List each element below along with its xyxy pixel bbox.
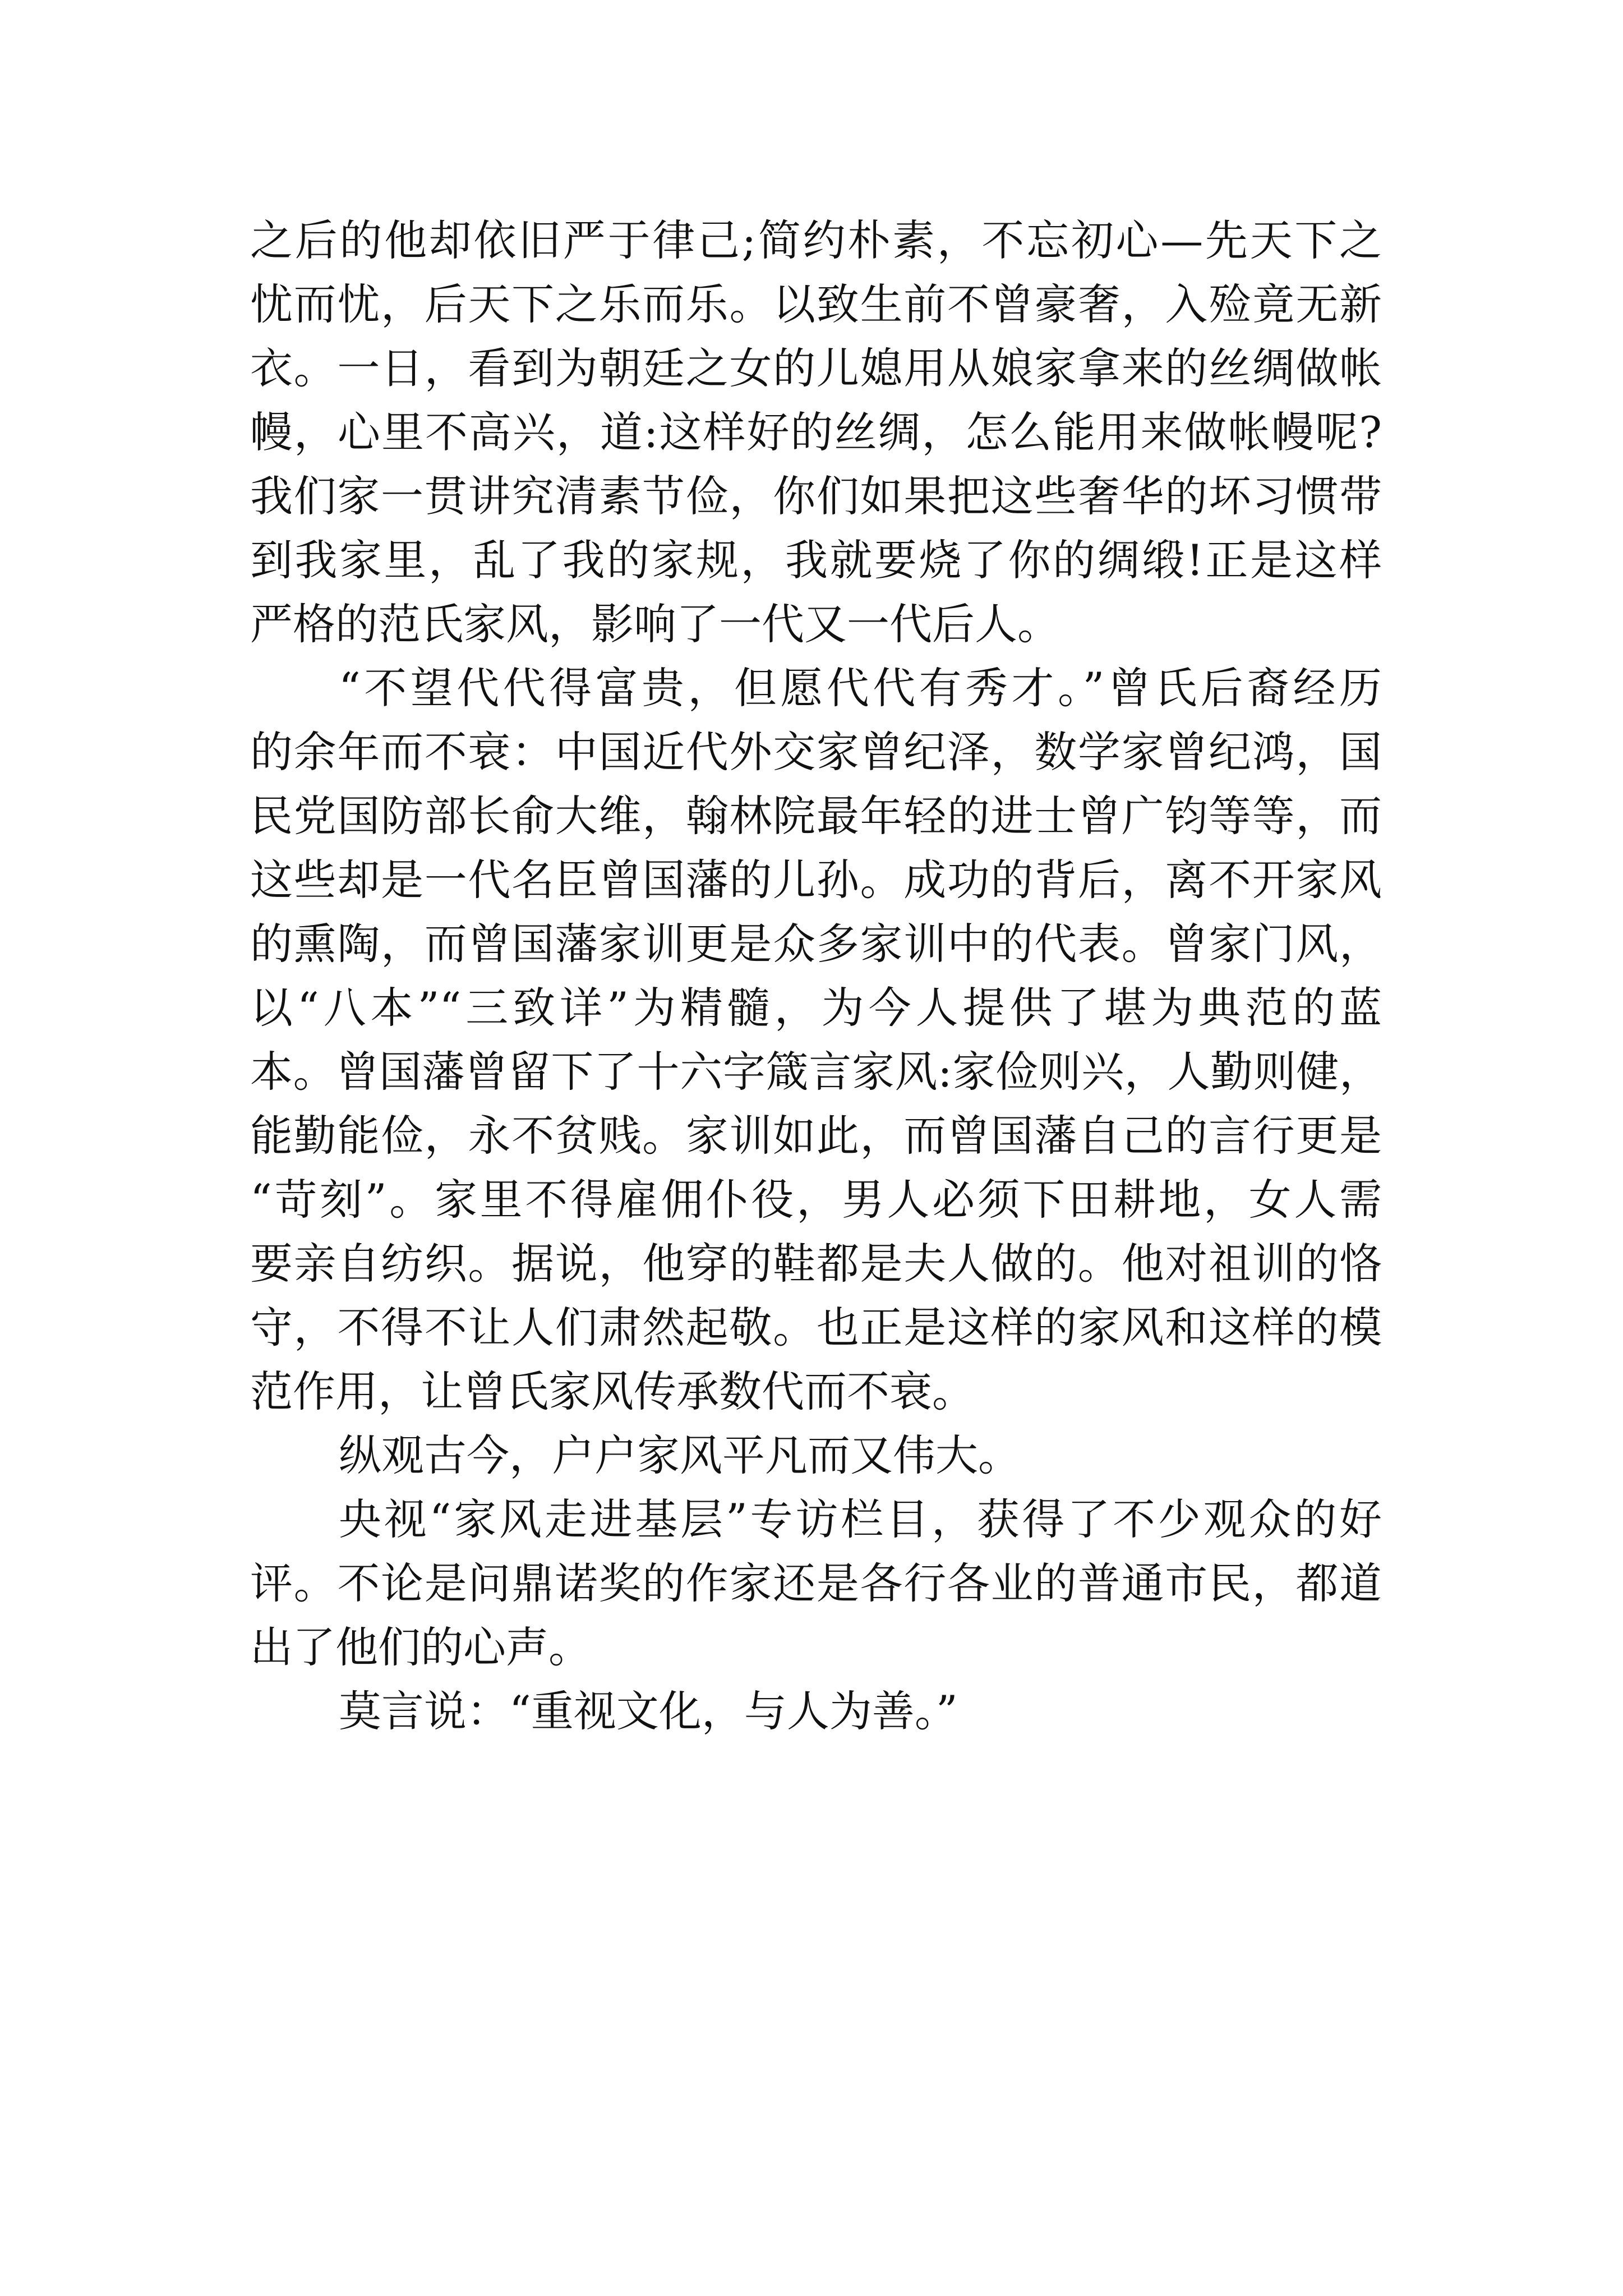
body-text <box>250 209 1382 1743</box>
text-line: 评。不论是问鼎诺奖的作家还是各行各业的普通市民，都道 <box>250 1558 1382 1608</box>
text-line: 到我家里，乱了我的家规，我就要烧了你的绸缎!正是这样 <box>250 535 1382 585</box>
paragraph-start-line: 莫言说：“重视文化，与人为善。” <box>339 1686 958 1736</box>
text-line: “苛刻”。家里不得雇佣仆役，男人必须下田耕地，女人需 <box>250 1175 1382 1225</box>
text-line: 守，不得不让人们肃然起敬。也正是这样的家风和这样的模 <box>250 1303 1382 1352</box>
text-line: 范作用，让曾氏家风传承数代而不衰。 <box>250 1366 975 1416</box>
text-line: 忧而忧，后天下之乐而乐。以致生前不曾豪奢，入殓竟无新 <box>250 279 1382 329</box>
paragraph-start-line: 央视“家风走进基层”专访栏目，获得了不少观众的好 <box>339 1494 1382 1544</box>
text-line: 严格的范氏家风，影响了一代又一代后人。 <box>250 599 1060 649</box>
text-line: 以“八本”“三致详”为精髓，为今人提供了堪为典范的蓝 <box>250 983 1382 1033</box>
paragraph-start-line: “不望代代得富贵，但愿代代有秀才。”曾氏后裔经历 <box>339 663 1382 713</box>
text-line: 衣。一日，看到为朝廷之女的儿媳用从娘家拿来的丝绸做帐 <box>250 343 1382 393</box>
text-line: 民党国防部长俞大维，翰林院最年轻的进士曾广钧等等，而 <box>250 791 1382 841</box>
text-line: 能勤能俭，永不贫贱。家训如此，而曾国藩自己的言行更是 <box>250 1111 1382 1161</box>
text-line: 我们家一贯讲究清素节俭，你们如果把这些奢华的坏习惯带 <box>250 471 1382 521</box>
text-line: 幔，心里不高兴，道:这样好的丝绸，怎么能用来做帐幔呢? <box>250 407 1382 457</box>
text-line: 的熏陶，而曾国藩家训更是众多家训中的代表。曾家门风， <box>250 919 1382 969</box>
text-line: 出了他们的心声。 <box>250 1622 591 1672</box>
text-line: 之后的他却依旧严于律己;简约朴素，不忘初心—先天下之 <box>250 215 1382 265</box>
paragraph-start-line: 纵观古今，户户家风平凡而又伟大。 <box>339 1430 1021 1480</box>
text-line: 的余年而不衰：中国近代外交家曾纪泽，数学家曾纪鸿，国 <box>250 727 1382 777</box>
text-line: 要亲自纺织。据说，他穿的鞋都是夫人做的。他对祖训的恪 <box>250 1239 1382 1289</box>
text-line: 这些却是一代名臣曾国藩的儿孙。成功的背后，离不开家风 <box>250 855 1382 905</box>
text-line: 本。曾国藩曾留下了十六字箴言家风:家俭则兴，人勤则健， <box>250 1047 1382 1097</box>
